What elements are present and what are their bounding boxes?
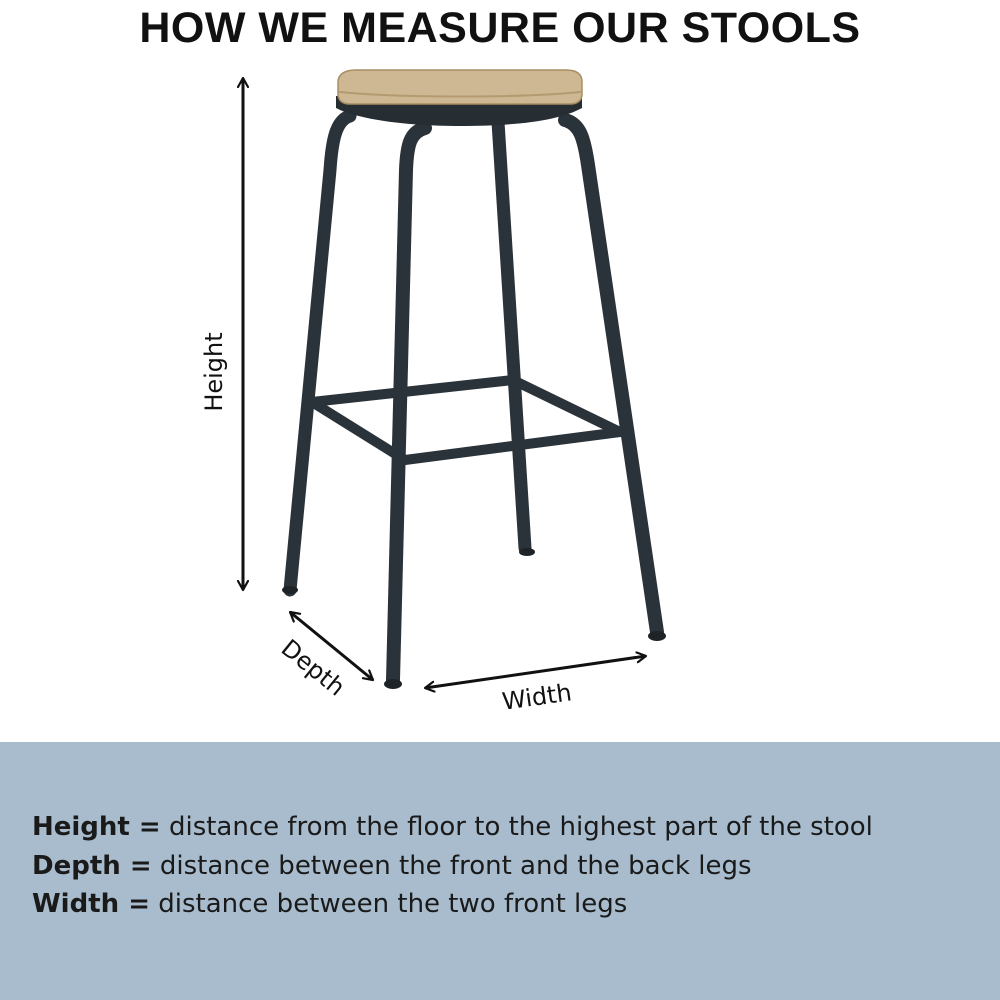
definition-term: Depth = (32, 850, 152, 881)
foot-back-right (519, 548, 535, 556)
definition-term: Height = (32, 812, 161, 842)
stretcher-left (312, 402, 405, 460)
depth-label: Depth (275, 633, 351, 702)
foot-back-left (282, 586, 298, 594)
front-left-leg (393, 128, 425, 680)
height-label: Height (200, 332, 228, 412)
definitions-list (32, 808, 873, 924)
definition-height (32, 808, 873, 847)
back-right-leg (498, 122, 525, 548)
definition-text: distance from the floor to the highest part of the stool (160, 812, 873, 842)
definition-text: distance between the front and the back legs (151, 850, 752, 881)
foot-front-right (648, 631, 666, 641)
seat-top (338, 70, 582, 104)
definition-width (32, 885, 873, 924)
definition-text: distance between the two front legs (149, 889, 628, 919)
back-left-leg (290, 116, 350, 590)
definition-depth (32, 847, 873, 886)
stretcher-right (513, 380, 620, 432)
page-title: HOW WE MEASURE OUR STOOLS (139, 4, 861, 52)
foot-front-left (384, 679, 402, 689)
definition-term: Width = (32, 889, 150, 919)
stool-image (282, 70, 666, 689)
front-right-leg (565, 120, 657, 632)
width-label: Width (500, 678, 574, 716)
stretcher-back (312, 380, 513, 402)
